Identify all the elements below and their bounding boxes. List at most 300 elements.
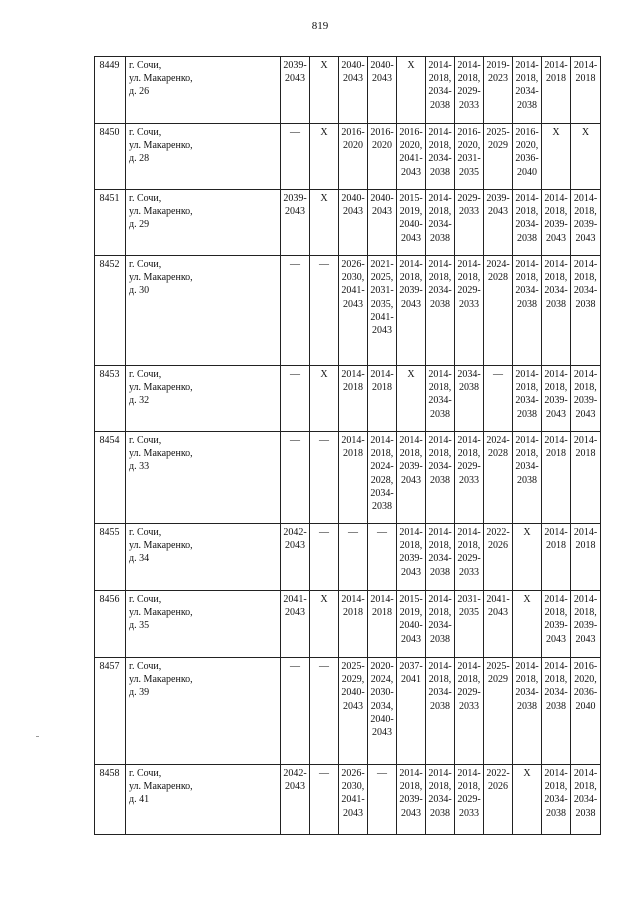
period-line: X [552, 127, 560, 138]
period-line: — [290, 127, 300, 138]
period-cell [484, 256, 513, 366]
period-cell [426, 658, 455, 765]
period-line: 2043 [285, 206, 305, 218]
period-cell [339, 57, 368, 124]
period-cell [281, 256, 310, 366]
period-cell [455, 57, 484, 124]
period-line: 2043 [343, 73, 363, 85]
period-line: 2018, [428, 607, 452, 619]
period-line: 2039- [573, 620, 598, 632]
period-line: 2018, [574, 382, 597, 394]
period-line: 2018, [399, 540, 423, 552]
period-line: 2018, [428, 206, 452, 218]
period-line: 2018, [544, 607, 568, 619]
period-line: 2014- [428, 661, 452, 672]
row-number: 8456 [95, 591, 126, 658]
period-line: 2018, [428, 781, 452, 793]
table-row [95, 190, 601, 256]
period-line: 2040- [399, 620, 423, 632]
period-cell [339, 524, 368, 591]
period-line: 2029- [457, 553, 481, 565]
period-cell [513, 190, 542, 256]
period-cell [542, 124, 571, 190]
period-line: X [320, 369, 328, 380]
period-line: 2016- [457, 127, 481, 138]
period-line: 2026 [488, 781, 508, 793]
period-line: 2020 [343, 140, 363, 152]
period-line: 2014- [544, 661, 568, 672]
margin-mark [36, 736, 39, 737]
period-line: 2038 [517, 408, 537, 420]
address-line: ул. Макаренко, [129, 140, 193, 152]
period-cell [310, 432, 339, 524]
period-line: 2040- [341, 60, 365, 71]
period-line: 2043 [401, 298, 421, 310]
period-line: 2041 [401, 674, 421, 686]
period-line: 2014- [428, 369, 452, 380]
period-line: 2034- [428, 153, 452, 165]
row-number: 8451 [95, 190, 126, 256]
period-line: 2014- [515, 369, 539, 380]
period-cell [397, 366, 426, 432]
period-line: 2018, [457, 272, 481, 284]
period-line: 2018, [428, 140, 452, 152]
period-line: 2028 [488, 448, 508, 460]
period-cell [368, 190, 397, 256]
period-cell [426, 366, 455, 432]
period-cell [397, 124, 426, 190]
address-line: д. 28 [129, 153, 150, 165]
period-cell [426, 124, 455, 190]
period-cell [571, 591, 601, 658]
period-line: 2035, [370, 298, 394, 310]
period-line: 2034- [428, 620, 452, 632]
period-line: 2018, [399, 272, 423, 284]
address-cell [126, 765, 281, 835]
period-line: 2039- [399, 285, 423, 297]
period-line: 2040- [341, 193, 365, 204]
address-line: г. Сочи, [129, 435, 162, 446]
period-cell [571, 765, 601, 835]
period-line: 2041- [341, 285, 365, 297]
period-cell [339, 256, 368, 366]
address-line: ул. Макаренко, [129, 540, 193, 552]
period-line: — [319, 527, 329, 538]
period-line: 2043 [343, 206, 363, 218]
period-cell [484, 57, 513, 124]
period-line: 2014- [370, 594, 394, 605]
address-line: г. Сочи, [129, 527, 162, 538]
period-line: X [320, 60, 328, 71]
period-line: 2018, [428, 448, 452, 460]
period-cell [281, 57, 310, 124]
period-line: 2040 [517, 166, 537, 178]
period-line: 2014- [544, 259, 568, 270]
period-line: 2018 [343, 448, 363, 460]
period-line: 2024- [370, 461, 394, 473]
address-line: д. 26 [129, 86, 150, 98]
period-cell [397, 432, 426, 524]
period-line: 2018, [457, 540, 481, 552]
period-line: 2043 [401, 474, 421, 486]
period-cell [571, 124, 601, 190]
period-line: 2043 [372, 726, 392, 738]
period-line: 2022- [486, 527, 510, 538]
period-cell [542, 524, 571, 591]
period-line: 2039- [486, 193, 510, 204]
period-line: 2038 [517, 474, 537, 486]
address-cell [126, 591, 281, 658]
period-cell [484, 765, 513, 835]
period-line: 2043 [343, 700, 363, 712]
period-line: 2037- [399, 661, 423, 672]
period-line: 2019- [486, 60, 510, 71]
period-line: 2016- [341, 127, 365, 138]
table-row [95, 256, 601, 366]
period-line: 2016- [399, 127, 423, 138]
period-line: 2020, [574, 674, 597, 686]
row-number: 8453 [95, 366, 126, 432]
period-cell [542, 765, 571, 835]
period-line: 2029- [457, 285, 481, 297]
period-line: 2030, [341, 781, 365, 793]
period-line: 2038 [430, 298, 450, 310]
period-line: 2014- [515, 259, 539, 270]
period-line: 2029- [457, 86, 481, 98]
period-cell [513, 591, 542, 658]
period-line: 2043 [401, 807, 421, 819]
period-cell [310, 366, 339, 432]
address-line: г. Сочи, [129, 661, 162, 672]
row-number: 8449 [95, 57, 126, 124]
period-line: 2018, [574, 206, 597, 218]
period-line: 2039- [283, 193, 307, 204]
period-line: 2043 [546, 633, 566, 645]
period-line: 2014- [428, 768, 452, 779]
period-line: 2033 [459, 99, 479, 111]
period-cell [281, 658, 310, 765]
period-line: X [523, 768, 531, 779]
period-line: 2041- [486, 594, 510, 605]
period-line: 2014- [428, 127, 452, 138]
period-cell [368, 366, 397, 432]
period-line: 2043 [546, 408, 566, 420]
period-line: 2038 [430, 232, 450, 244]
period-line: 2014- [573, 369, 598, 380]
period-line: 2018 [343, 607, 363, 619]
period-line: 2014- [399, 768, 423, 779]
period-line: X [320, 594, 328, 605]
period-line: 2035 [459, 166, 479, 178]
period-cell [484, 366, 513, 432]
period-line: 2026- [341, 768, 365, 779]
period-line: 2018, [544, 206, 568, 218]
period-line: 2014- [573, 259, 598, 270]
period-cell [281, 124, 310, 190]
period-line: 2018, [515, 382, 539, 394]
period-line: 2014- [399, 259, 423, 270]
period-line: 2034- [515, 285, 539, 297]
period-line: — [493, 369, 503, 380]
period-line: 2036- [515, 153, 539, 165]
period-cell [339, 591, 368, 658]
period-cell [339, 432, 368, 524]
period-line: 2029- [457, 687, 481, 699]
period-line: 2043 [372, 324, 392, 336]
address-cell [126, 190, 281, 256]
address-line: д. 35 [129, 620, 150, 632]
period-line: 2038 [517, 298, 537, 310]
period-line: 2034- [428, 794, 452, 806]
row-number: 8455 [95, 524, 126, 591]
period-line: 2014- [341, 594, 365, 605]
period-line: 2038 [546, 298, 566, 310]
period-line: 2039- [399, 461, 423, 473]
period-line: — [348, 527, 358, 538]
period-line: 2018, [428, 540, 452, 552]
period-cell [310, 658, 339, 765]
period-line: 2031- [370, 285, 394, 297]
period-line: 2014- [544, 527, 568, 538]
period-line: — [377, 527, 387, 538]
address-cell [126, 524, 281, 591]
period-line: 2041- [399, 153, 423, 165]
period-line: 2024- [486, 259, 510, 270]
address-line: ул. Макаренко, [129, 607, 193, 619]
period-line: 2041- [341, 794, 365, 806]
period-cell [513, 124, 542, 190]
period-line: 2029, [341, 674, 365, 686]
row-number: 8458 [95, 765, 126, 835]
period-line: 2034- [515, 219, 539, 231]
period-line: 2014- [457, 661, 481, 672]
address-line: д. 33 [129, 461, 150, 473]
page-number: 819 [311, 20, 329, 32]
period-line: 2014- [457, 435, 481, 446]
period-line: 2020 [372, 140, 392, 152]
period-line: 2014- [341, 369, 365, 380]
row-number: 8452 [95, 256, 126, 366]
period-line: 2034- [428, 395, 452, 407]
period-line: 2039- [399, 553, 423, 565]
period-line: 2014- [457, 259, 481, 270]
period-cell [571, 57, 601, 124]
period-line: 2039- [573, 395, 598, 407]
period-line: 2043 [343, 807, 363, 819]
period-line: 2018 [372, 382, 392, 394]
period-line: 2014- [573, 594, 598, 605]
period-line: — [290, 259, 300, 270]
period-cell [397, 658, 426, 765]
period-cell [368, 765, 397, 835]
period-cell [513, 432, 542, 524]
period-line: 2018, [399, 781, 423, 793]
period-line: 2038 [430, 807, 450, 819]
period-line: 2028, [370, 474, 394, 486]
period-line: 2034- [428, 219, 452, 231]
period-line: 2020, [399, 140, 423, 152]
period-line: 2038 [517, 232, 537, 244]
period-line: 2038 [459, 382, 479, 394]
address-cell [126, 256, 281, 366]
period-cell [455, 524, 484, 591]
period-line: 2014- [370, 435, 394, 446]
period-cell [426, 591, 455, 658]
period-line: 2018, [428, 272, 452, 284]
period-line: 2034- [544, 285, 568, 297]
period-line: 2041- [283, 594, 307, 605]
period-cell [484, 591, 513, 658]
period-cell [542, 190, 571, 256]
period-line: 2043 [575, 232, 596, 244]
address-line: д. 30 [129, 285, 150, 297]
period-line: 2039- [399, 794, 423, 806]
period-line: 2014- [428, 193, 452, 204]
period-line: 2025- [486, 127, 510, 138]
period-cell [571, 256, 601, 366]
period-line: 2035 [459, 607, 479, 619]
period-line: 2015- [399, 594, 423, 605]
period-line: 2038 [430, 700, 450, 712]
period-line: X [523, 594, 531, 605]
period-cell [513, 366, 542, 432]
period-line: 2018, [544, 781, 568, 793]
period-line: 2043 [401, 166, 421, 178]
period-cell [310, 57, 339, 124]
period-line: 2029- [457, 461, 481, 473]
period-line: 2018, [457, 674, 481, 686]
period-line: 2043 [285, 540, 305, 552]
period-line: 2040- [370, 193, 394, 204]
period-cell [484, 124, 513, 190]
period-cell [513, 57, 542, 124]
period-line: 2014- [399, 435, 423, 446]
period-line: — [290, 661, 300, 672]
period-line: 2038 [430, 474, 450, 486]
period-line: 2033 [459, 474, 479, 486]
period-line: 2018, [574, 607, 597, 619]
period-cell [542, 432, 571, 524]
period-line: 2038 [372, 500, 392, 512]
address-line: ул. Макаренко, [129, 272, 193, 284]
period-line: 2018, [515, 73, 539, 85]
period-cell [281, 432, 310, 524]
period-line: 2031- [457, 594, 481, 605]
address-line: г. Сочи, [129, 594, 162, 605]
period-line: — [377, 768, 387, 779]
period-line: 2038 [430, 408, 450, 420]
period-cell [542, 591, 571, 658]
period-line: 2030- [370, 687, 394, 699]
period-line: 2031- [457, 153, 481, 165]
period-line: 2018, [544, 674, 568, 686]
table-row [95, 524, 601, 591]
period-cell [397, 524, 426, 591]
period-line: 2014- [573, 527, 598, 538]
period-cell [484, 658, 513, 765]
period-line: 2034, [370, 700, 394, 712]
period-line: X [407, 60, 415, 71]
period-line: 2018 [575, 448, 596, 460]
period-line: 2014- [573, 60, 598, 71]
address-line: ул. Макаренко, [129, 674, 193, 686]
period-line: 2014- [457, 768, 481, 779]
table-row [95, 432, 601, 524]
period-line: X [523, 527, 531, 538]
period-line: 2018, [399, 448, 423, 460]
period-line: 2018 [546, 73, 566, 85]
period-cell [339, 658, 368, 765]
address-line: д. 32 [129, 395, 150, 407]
period-line: 2018 [372, 607, 392, 619]
period-cell [339, 190, 368, 256]
period-line: 2019, [399, 607, 423, 619]
table-row [95, 124, 601, 190]
period-line: 2014- [573, 193, 598, 204]
period-line: 2042- [283, 768, 307, 779]
period-line: 2034- [515, 687, 539, 699]
period-line: 2033 [459, 807, 479, 819]
period-line: 2018, [428, 382, 452, 394]
period-line: 2039- [283, 60, 307, 71]
period-cell [426, 765, 455, 835]
period-line: 2020, [515, 140, 539, 152]
period-cell [455, 658, 484, 765]
period-line: 2034- [428, 285, 452, 297]
period-line: X [581, 127, 590, 138]
period-line: 2014- [428, 435, 452, 446]
period-line: 2039- [544, 620, 568, 632]
period-cell [455, 765, 484, 835]
period-line: — [319, 768, 329, 779]
period-line: 2033 [459, 298, 479, 310]
period-line: — [319, 435, 329, 446]
period-line: 2026 [488, 540, 508, 552]
period-line: 2014- [515, 60, 539, 71]
period-cell [397, 57, 426, 124]
period-line: 2043 [285, 781, 305, 793]
period-line: 2036- [573, 687, 598, 699]
period-cell [339, 765, 368, 835]
period-line: 2022- [486, 768, 510, 779]
period-line: 2034- [515, 461, 539, 473]
period-line: 2014- [544, 193, 568, 204]
address-cell [126, 432, 281, 524]
registry-table [94, 56, 601, 835]
period-line: 2014- [515, 435, 539, 446]
period-line: 2018 [575, 540, 596, 552]
period-line: 2023 [488, 73, 508, 85]
period-line: X [320, 193, 328, 204]
period-cell [368, 57, 397, 124]
period-line: 2040- [370, 713, 394, 725]
period-line: 2038 [430, 99, 450, 111]
period-line: 2014- [341, 435, 365, 446]
period-cell [571, 190, 601, 256]
period-line: 2018, [428, 73, 452, 85]
period-cell [571, 524, 601, 591]
table-row [95, 765, 601, 835]
period-line: 2039- [544, 395, 568, 407]
period-line: — [319, 259, 329, 270]
period-line: — [319, 661, 329, 672]
period-cell [542, 658, 571, 765]
address-line: г. Сочи, [129, 127, 162, 138]
period-cell [310, 765, 339, 835]
period-line: X [320, 127, 328, 138]
address-line: ул. Макаренко, [129, 206, 193, 218]
table-row [95, 658, 601, 765]
